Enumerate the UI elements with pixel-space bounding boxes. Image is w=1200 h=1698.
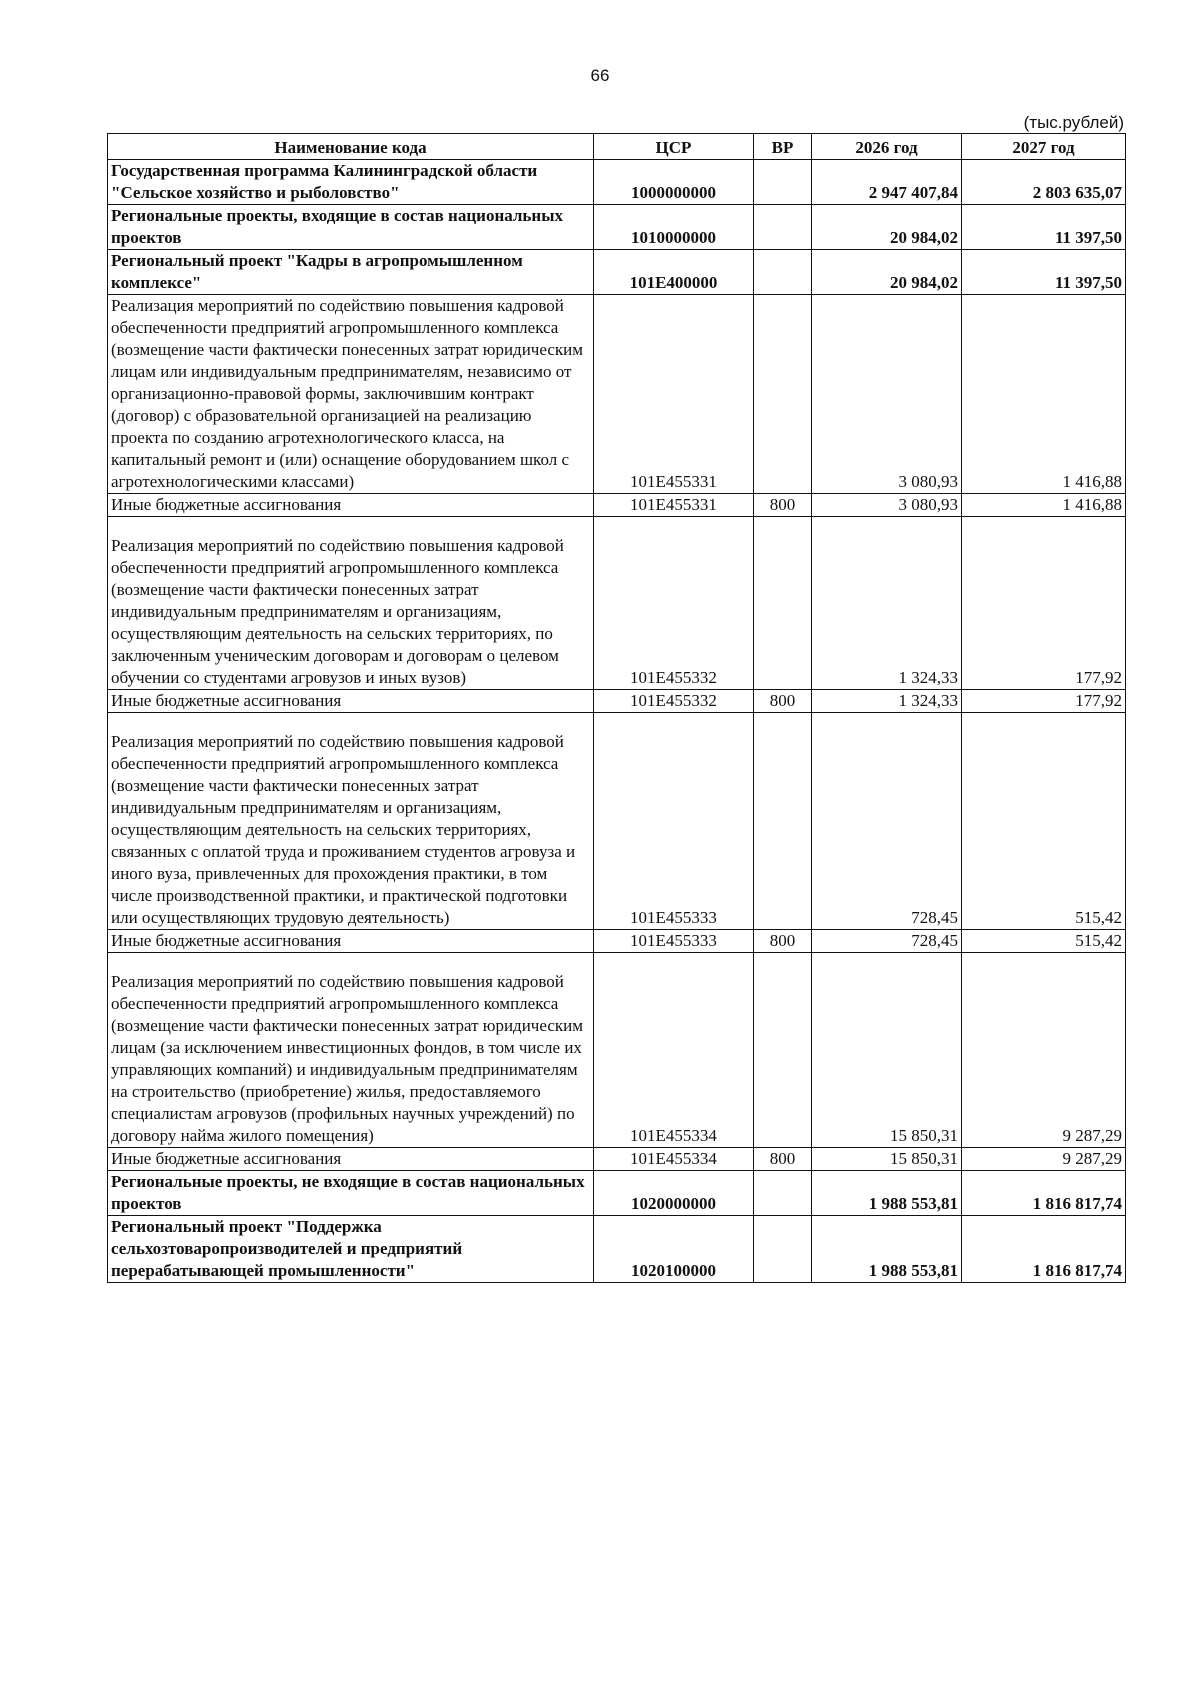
row-vr	[754, 205, 812, 250]
row-vr	[754, 295, 812, 494]
row-2027: 1 816 817,74	[962, 1216, 1126, 1283]
header-2027: 2027 год	[962, 134, 1126, 160]
row-2026: 1 988 553,81	[812, 1216, 962, 1283]
row-csr: 101E455333	[594, 713, 754, 930]
row-vr	[754, 1216, 812, 1283]
row-csr: 1010000000	[594, 205, 754, 250]
table-row	[108, 953, 1126, 1148]
row-2026: 1 324,33	[812, 517, 962, 690]
row-csr: 1000000000	[594, 160, 754, 205]
table-row	[108, 160, 1126, 205]
row-vr	[754, 1171, 812, 1216]
row-csr: 101E455331	[594, 494, 754, 517]
row-name: Реализация мероприятий по содействию повышения кадровой обеспеченности предприятий агропромышленного комплекса (возмещение части фактически понесенных затрат юридическим лицам (за исключением инвестиционных фондов, в том числе их управляющих компаний) и индивидуальным предпринимателям на строительство (приобретение) жилья, предоставляемого специалистам агровузов (профильных научных учреждений) по договору найма жилого помещения)	[108, 953, 594, 1148]
table-row	[108, 930, 1126, 953]
row-2027: 11 397,50	[962, 250, 1126, 295]
row-2026: 1 988 553,81	[812, 1171, 962, 1216]
budget-table	[107, 133, 1126, 1283]
row-name: Реализация мероприятий по содействию повышения кадровой обеспеченности предприятий агропромышленного комплекса (возмещение части фактически понесенных затрат индивидуальным предпринимателям и организациям, осуществляющим деятельность на сельских территориях, по заключенным ученическим договорам и договорам о целевом обучении со студентами агровузов и иных вузов)	[108, 517, 594, 690]
row-2027: 11 397,50	[962, 205, 1126, 250]
table-header-row	[108, 134, 1126, 160]
table-row	[108, 713, 1126, 930]
row-2026: 15 850,31	[812, 953, 962, 1148]
row-2027: 9 287,29	[962, 1148, 1126, 1171]
row-csr: 101E455333	[594, 930, 754, 953]
row-vr	[754, 953, 812, 1148]
row-2026: 728,45	[812, 930, 962, 953]
row-2026: 3 080,93	[812, 295, 962, 494]
row-2026: 728,45	[812, 713, 962, 930]
table-row	[108, 1171, 1126, 1216]
row-csr: 1020100000	[594, 1216, 754, 1283]
row-name: Реализация мероприятий по содействию повышения кадровой обеспеченности предприятий агропромышленного комплекса (возмещение части фактически понесенных затрат индивидуальным предпринимателям и организациям, осуществляющим деятельность на сельских территориях, связанных с оплатой труда и проживанием студентов агровуза и иного вуза, привлеченных для прохождения практики, в том числе производственной практики, и практической подготовки или осуществляющих трудовую деятельность)	[108, 713, 594, 930]
row-csr: 1020000000	[594, 1171, 754, 1216]
table-row	[108, 295, 1126, 494]
row-vr	[754, 250, 812, 295]
row-name: Государственная программа Калининградской области "Сельское хозяйство и рыболовство"	[108, 160, 594, 205]
row-2027: 515,42	[962, 713, 1126, 930]
row-vr: 800	[754, 1148, 812, 1171]
row-csr: 101E455334	[594, 953, 754, 1148]
row-2027: 1 416,88	[962, 494, 1126, 517]
row-name: Реализация мероприятий по содействию повышения кадровой обеспеченности предприятий агропромышленного комплекса (возмещение части фактически понесенных затрат юридическим лицам или индивидуальным предпринимателям, независимо от организационно-правовой формы, заключившим контракт (договор) с образовательной организацией на реализацию проекта по созданию агротехнологического класса, на капитальный ремонт и (или) оснащение оборудованием школ с агротехнологическими классами)	[108, 295, 594, 494]
row-csr: 101E455332	[594, 517, 754, 690]
row-2027: 177,92	[962, 517, 1126, 690]
row-name: Иные бюджетные ассигнования	[108, 930, 594, 953]
header-name: Наименование кода	[108, 134, 594, 160]
row-vr: 800	[754, 494, 812, 517]
row-name: Региональный проект "Кадры в агропромышленном комплексе"	[108, 250, 594, 295]
row-vr	[754, 160, 812, 205]
row-csr: 101E400000	[594, 250, 754, 295]
header-vr: ВР	[754, 134, 812, 160]
row-2026: 20 984,02	[812, 250, 962, 295]
table-row	[108, 494, 1126, 517]
row-2026: 15 850,31	[812, 1148, 962, 1171]
units-label: (тыс.рублей)	[1023, 113, 1124, 132]
row-vr	[754, 713, 812, 930]
table-row	[108, 1148, 1126, 1171]
row-csr: 101E455334	[594, 1148, 754, 1171]
row-vr: 800	[754, 690, 812, 713]
table-row	[108, 250, 1126, 295]
row-name: Иные бюджетные ассигнования	[108, 494, 594, 517]
row-2027: 177,92	[962, 690, 1126, 713]
header-csr: ЦСР	[594, 134, 754, 160]
row-2026: 3 080,93	[812, 494, 962, 517]
row-vr: 800	[754, 930, 812, 953]
row-2027: 515,42	[962, 930, 1126, 953]
row-vr	[754, 517, 812, 690]
row-csr: 101E455331	[594, 295, 754, 494]
row-2026: 1 324,33	[812, 690, 962, 713]
header-2026: 2026 год	[812, 134, 962, 160]
row-2027: 1 416,88	[962, 295, 1126, 494]
row-name: Иные бюджетные ассигнования	[108, 690, 594, 713]
row-2027: 1 816 817,74	[962, 1171, 1126, 1216]
row-2027: 2 803 635,07	[962, 160, 1126, 205]
row-2026: 2 947 407,84	[812, 160, 962, 205]
table-row	[108, 517, 1126, 690]
row-name: Региональный проект "Поддержка сельхозтоваропроизводителей и предприятий перерабатывающей промышленности"	[108, 1216, 594, 1283]
table-row	[108, 1216, 1126, 1283]
row-name: Региональные проекты, не входящие в состав национальных проектов	[108, 1171, 594, 1216]
table-row	[108, 690, 1126, 713]
row-2026: 20 984,02	[812, 205, 962, 250]
table-row	[108, 205, 1126, 250]
row-name: Региональные проекты, входящие в состав национальных проектов	[108, 205, 594, 250]
row-csr: 101E455332	[594, 690, 754, 713]
row-name: Иные бюджетные ассигнования	[108, 1148, 594, 1171]
page-number: 66	[590, 66, 610, 85]
row-2027: 9 287,29	[962, 953, 1126, 1148]
